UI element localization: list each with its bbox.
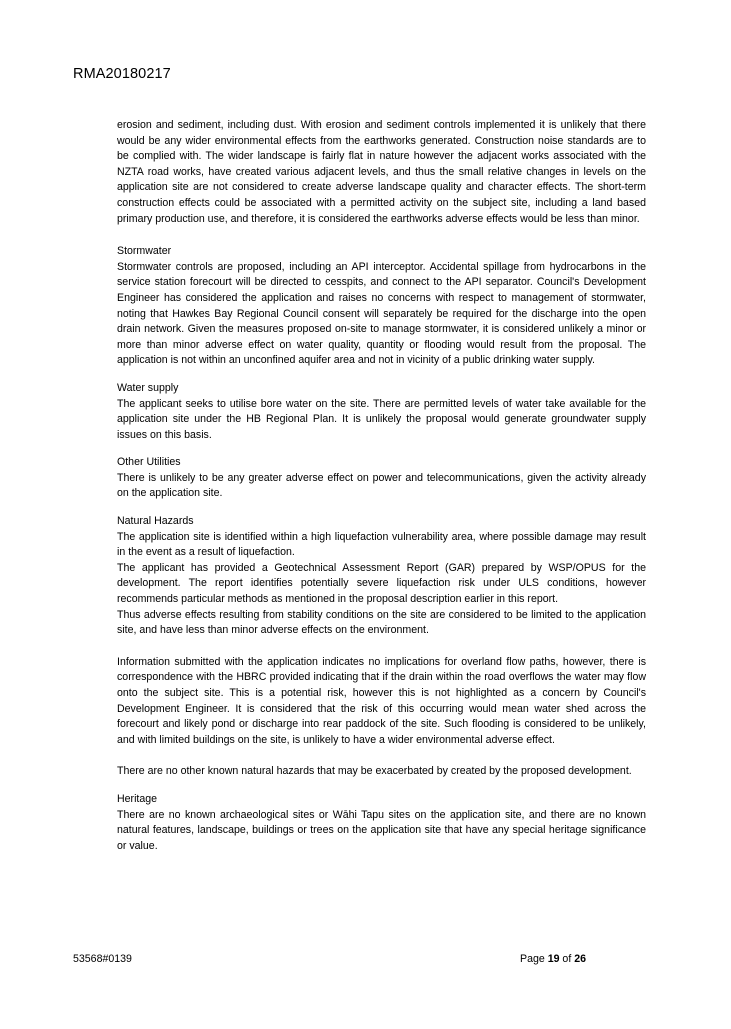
page-prefix: Page	[520, 953, 548, 965]
page-indicator	[520, 953, 586, 965]
page-total: 26	[574, 953, 587, 965]
section-heading-water-supply: Water supply	[117, 381, 179, 394]
flooding-paragraph: Information submitted with the application indicates no implications for overland flow paths, however, there is correspondence with the HBRC provided indicating that if the drain within the road overflows the water may flow onto the subject site. This is a potential risk, however this is not highlighted as a concern by Council's Development Engineer. It is considered that the risk of this occurring would mean water shed across the forecourt and likely pond or discharge into rear paddock of the site. Such flooding is considered to be unlikely, and with limited buildings on the site, is unlikely to have a wider environmental adverse effect.	[117, 655, 646, 746]
page-of: of	[559, 953, 575, 965]
section-heading-other-utilities: Other Utilities	[117, 456, 181, 469]
water-supply-paragraph: The applicant seeks to utilise bore water on the site. There are permitted levels of water take available for the application site under the HB Regional Plan. It is unlikely the proposal would generate groundwater supply issues on this basis.	[117, 397, 646, 441]
other-utilities-paragraph: There is unlikely to be any greater adverse effect on power and telecommunications, given the activity already on the application site.	[117, 471, 646, 500]
section-natural-hazards	[117, 514, 646, 780]
section-water-supply	[117, 381, 646, 443]
natural-hazards-paragraph-3: Thus adverse effects resulting from stability conditions on the site are considered to be limited to the application site, and have less than minor adverse effects on the environment.	[117, 608, 646, 637]
other-hazards-paragraph: There are no other known natural hazards that may be exacerbated by created by the proposed development.	[117, 765, 632, 778]
natural-hazards-paragraph-2: The applicant has provided a Geotechnical Assessment Report (GAR) prepared by WSP/OPUS for the development. The report identifies potentially severe liquefaction risk under ULS conditions, however recommends particular methods as mentioned in the proposal description earlier in this report.	[117, 561, 646, 606]
section-heading-natural-hazards: Natural Hazards	[117, 515, 194, 528]
section-heading-stormwater: Stormwater	[117, 245, 172, 258]
section-other-utilities	[117, 455, 646, 502]
heritage-paragraph: There are no known archaeological sites or Wāhi Tapu sites on the application site, and there are no known natural features, landscape, buildings or trees on the application site that have any special heritage significance or value.	[117, 808, 646, 852]
natural-hazards-paragraph-1: The application site is identified within a high liquefaction vulnerability area, where possible damage may result in the event as a result of liquefaction.	[117, 530, 646, 559]
section-heading-heritage: Heritage	[117, 792, 158, 805]
section-heritage	[117, 792, 646, 854]
footer-document-id: 53568#0139	[73, 953, 132, 965]
page-number: 19	[547, 953, 560, 965]
stormwater-paragraph: Stormwater controls are proposed, including an API interceptor. Accidental spillage from hydrocarbons in the service station forecourt will be directed to cesspits, and connect to the API separator. Council's Development Engineer has considered the application and raises no concerns with respect to management of stormwater, noting that Hawkes Bay Regional Council consent will separately be required for the discharge into the open drain network. Given the measures proposed on-site to manage stormwater, it is considered unlikely a minor or more than minor adverse effect on water quality, quantity or flooding would result from the proposal. The application is not within an unconfined aquifer area and not in vicinity of a public drinking water supply.	[117, 260, 646, 367]
intro-paragraph: erosion and sediment, including dust. With erosion and sediment controls implemented it is unlikely that there would be any wider environmental effects from the earthworks generated. Construction noise standards are to be complied with. The wider landscape is fairly flat in nature however the adjacent works associated with the NZTA road works, have created various adjacent levels, and thus the small relative changes in levels on the application site are not considered to create adverse landscape quality and character effects. The short-term construction effects could be associated with a permitted activity on the subject site, including a land based primary production use, and therefore, it is considered the earthworks adverse effects would be less than minor.	[117, 119, 646, 225]
document-body	[117, 118, 646, 854]
section-stormwater	[117, 244, 646, 369]
document-reference: RMA20180217	[73, 66, 171, 82]
